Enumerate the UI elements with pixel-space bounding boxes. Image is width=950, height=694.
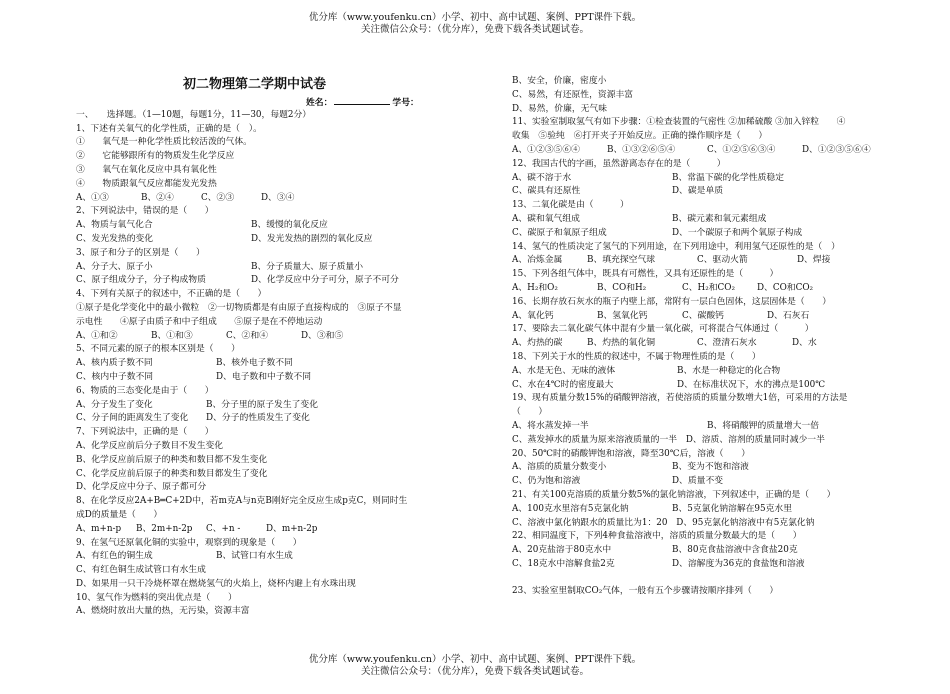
answer-option: A、水是无色、无味的液体 <box>512 365 616 376</box>
answer-option: B、碳元素和氧元素组成 <box>672 213 767 224</box>
question-line: ② 它能够跟所有的物质发生化学反应 <box>76 151 235 162</box>
answer-option: B、变为不饱和溶液 <box>672 462 749 473</box>
option-row <box>512 144 892 158</box>
answer-option: A、m+n-p <box>76 523 122 534</box>
answer-option: A、分子发生了变化 <box>76 399 153 410</box>
answer-option: C、发光发热的变化 <box>76 233 154 244</box>
option-row <box>512 379 892 393</box>
question-line: 1、下述有关氧气的化学性质，正确的是（ ）。 <box>76 123 262 134</box>
answer-option: C、②③ <box>201 192 235 203</box>
answer-option: A、溶质的质量分数变小 <box>512 462 607 473</box>
section-heading: 一、 选择题。（1—10题，每题1分，11—30，每题2分） <box>76 109 312 120</box>
footer-line-1: 优分库（www.youfenku.cn）小学、初中、高中试题、案例、PPT课件下载。 <box>308 654 642 665</box>
option-row <box>512 558 892 572</box>
answer-option: D、化学反应中分子可分，原子不可分 <box>251 275 399 286</box>
answer-option: D、溶解度为36克的食盐饱和溶液 <box>672 558 805 569</box>
answer-option: B、氢氧化钙 <box>597 310 648 321</box>
answer-option: C、水在4℃时的密度最大 <box>512 379 614 390</box>
answer-option: A、冶炼金属 <box>512 255 563 266</box>
question-line: 21、有关100克溶质的质量分数5%的氯化钠溶液，下列叙述中，正确的是（ ） <box>512 489 836 500</box>
option-row <box>76 550 496 564</box>
option-row <box>76 357 496 371</box>
question-line: 17、要除去二氧化碳气体中混有少量一氧化碳，可将混合气体通过（ ） <box>512 324 814 335</box>
answer-option: C、驱动火箭 <box>697 255 748 266</box>
option-row <box>76 219 496 233</box>
option-row <box>76 412 496 426</box>
question-line: D、易然，价廉，无气味 <box>512 103 608 114</box>
answer-option: B、分子质量大、原子质量小 <box>251 261 364 272</box>
question-line: 成D的质量是（ ） <box>76 509 163 520</box>
question-line: C、化学反应前后原子的种类和数目都发生了变化 <box>76 468 268 479</box>
right-question-list <box>512 75 892 599</box>
answer-option: A、碳不溶于水 <box>512 172 572 183</box>
question-line: ① 氧气是一种化学性质比较活泼的气体。 <box>76 137 252 148</box>
question-line: 19、现有质量分数15%的硝酸钾溶液，若使溶质的质量分数增大1倍，可采用的方法是 <box>512 393 848 404</box>
question-line: 15、下列各组气体中，既具有可燃性，又具有还原性的是（ ） <box>512 269 779 280</box>
answer-option: D、一个碳原子和两个氧原子构成 <box>672 227 803 238</box>
option-row <box>512 227 892 241</box>
answer-option: D、碳是单质 <box>672 186 724 197</box>
option-row <box>512 172 892 186</box>
option-row <box>512 365 892 379</box>
question-line: B、安全，价廉，密度小 <box>512 76 607 86</box>
answer-option: D、③④ <box>261 192 295 203</box>
question-line: D、化学反应中分子、原子都可分 <box>76 482 207 493</box>
answer-option: D、分子的性质发生了变化 <box>206 413 310 424</box>
option-row <box>76 330 496 344</box>
answer-option: A、H₂和O₂ <box>512 282 558 293</box>
answer-option: D、质量不变 <box>672 476 724 487</box>
question-line: 8、在化学反应2A+B═C+2D中，若m克A与n克B刚好完全反应生成p克C，则同时生 <box>76 496 408 507</box>
answer-option: A、有红色的铜生成 <box>76 551 153 562</box>
option-row <box>512 503 892 517</box>
answer-option: C、澄清石灰水 <box>697 338 757 349</box>
footer-banner <box>0 654 950 678</box>
answer-option: D、焊接 <box>797 255 831 266</box>
answer-option: B、试管口有水生成 <box>216 551 293 562</box>
answer-option: A、碳和氧气组成 <box>512 213 580 224</box>
question-line: 4、下列有关原子的叙述中，不正确的是（ ） <box>76 289 267 300</box>
option-row <box>512 461 892 475</box>
name-id-line <box>306 95 496 109</box>
answer-option: D、电子数和中子数不同 <box>216 371 312 382</box>
answer-option: B、①和③ <box>151 330 193 341</box>
answer-option: A、核内质子数不同 <box>76 358 153 369</box>
answer-option: B、①③②⑥⑤④ <box>607 144 676 155</box>
question-line: 12、我国古代的字画，虽然游离态存在的是（ ） <box>512 158 726 169</box>
question-line: 9、在氢气还原氧化铜的实验中，观察到的现象是（ ） <box>76 537 302 548</box>
answer-option: D、水 <box>792 338 817 349</box>
option-row <box>512 282 892 296</box>
question-line: C、易然，有还原性，资源丰富 <box>512 89 634 100</box>
answer-option: B、将硝酸钾的质量增大一倍 <box>707 420 820 431</box>
answer-option: C、原子组成分子，分子构成物质 <box>76 275 206 286</box>
question-line: （ ） <box>512 407 548 418</box>
answer-option: A、氧化钙 <box>512 310 554 321</box>
question-line: 18、下列关于水的性质的叙述中，不属于物理性质的是（ ） <box>512 351 761 362</box>
right-column <box>512 75 892 599</box>
answer-option: D、③和⑤ <box>301 330 344 341</box>
answer-option: C、分子间的距离发生了变化 <box>76 413 189 424</box>
answer-option: B、填充探空气球 <box>587 255 656 266</box>
question-line: 2、下列说法中，错误的是（ ） <box>76 206 214 217</box>
option-row <box>76 399 496 413</box>
answer-option: B、分子里的原子发生了变化 <box>206 399 319 410</box>
left-question-list <box>76 123 496 620</box>
answer-option: D、在标准状况下，水的沸点是100℃ <box>677 379 826 390</box>
question-line: 10、氢气作为燃料的突出优点是（ ） <box>76 592 237 603</box>
answer-option: D、CO和CO₂ <box>757 282 814 293</box>
header-banner <box>0 12 950 36</box>
answer-option: C、碳具有还原性 <box>512 186 581 197</box>
answer-option: A、分子大、原子小 <box>76 261 153 272</box>
exam-title: 初二物理第二学期中试卷 <box>183 77 327 92</box>
answer-option: B、②④ <box>141 192 174 203</box>
answer-option: A、将水蒸发掉一半 <box>512 420 589 431</box>
question-line: A、化学反应前后分子数目不发生变化 <box>76 440 224 451</box>
question-line: 13、二氧化碳是由（ ） <box>512 200 629 211</box>
question-line: C、有红色铜生成试管口有水生成 <box>76 565 206 576</box>
id-label: 学号： <box>392 98 419 108</box>
question-line: 7、下列说法中，正确的是（ ） <box>76 427 214 438</box>
question-line: C、溶液中氯化钠跟水的质量比为1：20 D、95克氯化钠溶液中有5克氯化钠 <box>512 517 815 528</box>
question-line: 14、氢气的性质决定了氢气的下列用途，在下列用途中，利用氢气还原性的是（ ） <box>512 241 840 252</box>
question-line: 6、物质的三态变化是由于（ ） <box>76 385 214 396</box>
answer-option: B、CO和H₂ <box>597 282 647 293</box>
question-line: A、燃烧时放出大量的热，无污染，资源丰富 <box>76 606 250 617</box>
question-line: 23、实验室里制取CO₂气体，一般有五个步骤请按顺序排列（ ） <box>512 586 779 597</box>
question-line: 16、长期存放石灰水的瓶子内壁上部，常附有一层白色固体，这层固体是（ ） <box>512 296 832 307</box>
answer-option: B、2m+n-2p <box>136 523 193 534</box>
question-line: ③ 氧气在氧化反应中具有氧化性 <box>76 164 217 175</box>
question-line: 3、原子和分子的区别是（ ） <box>76 247 205 258</box>
answer-option: D、石灰石 <box>767 310 810 321</box>
answer-option: A、物质与氧气化合 <box>76 220 153 231</box>
answer-option: A、灼热的碳 <box>512 338 563 349</box>
option-row <box>512 254 892 268</box>
answer-option: C、18克水中溶解食盐2克 <box>512 558 615 569</box>
blank-line <box>512 572 892 586</box>
answer-option: C、①②⑤⑥③④ <box>707 144 776 155</box>
option-row <box>512 310 892 324</box>
question-line: C、蒸发掉水的质量为原来溶液质量的一半 D、溶质、溶剂的质量同时减少一半 <box>512 434 825 445</box>
answer-option: D、m+n-2p <box>266 523 318 534</box>
answer-option: C、H₂和CO₂ <box>682 282 735 293</box>
question-line: ①原子是化学变化中的最小微粒 ②一切物质都是有由原子直接构成的 ③原子不显 <box>76 302 402 313</box>
answer-option: A、①③ <box>76 192 109 203</box>
option-row <box>512 185 892 199</box>
answer-option: B、水是一种稳定的化合物 <box>677 365 781 376</box>
option-row <box>512 420 892 434</box>
option-row <box>512 475 892 489</box>
question-line: 22、相同温度下，下列4种食盐溶液中，溶质的质量分数最大的是（ ） <box>512 531 802 542</box>
answer-option: C、仍为饱和溶液 <box>512 476 581 487</box>
answer-option: D、①②③⑤⑥④ <box>802 144 871 155</box>
option-row <box>76 261 496 275</box>
left-column <box>76 75 496 619</box>
answer-option: A、①和② <box>76 330 118 341</box>
option-row <box>512 213 892 227</box>
answer-option: B、5克氯化钠溶解在95克水里 <box>672 503 793 514</box>
answer-option: C、+n - <box>206 523 241 534</box>
answer-option: B、常温下碳的化学性质稳定 <box>672 172 785 183</box>
question-line: 11、实验室制取氢气有如下步骤：①检查装置的气密性 ②加稀硫酸 ③加入锌粒 ④ <box>512 117 846 128</box>
answer-option: C、②和④ <box>226 330 268 341</box>
option-row <box>512 544 892 558</box>
answer-option: A、①②③⑤⑥④ <box>512 144 580 155</box>
answer-option: B、80克食盐溶液中含食盐20克 <box>672 545 798 556</box>
answer-option: C、核内中子数不同 <box>76 371 154 382</box>
name-label: 姓名： <box>306 98 333 108</box>
question-line: 5、不同元素的原子的根本区别是（ ） <box>76 344 240 355</box>
question-line: 收集 ⑤验纯 ⑥打开夹子开始反应。正确的操作顺序是（ ） <box>512 131 768 142</box>
footer-line-2: 关注微信公众号：（优分库），免费下载各类试题试卷。 <box>360 666 589 677</box>
question-line: 20、50℃时的硝酸钾饱和溶液，降至30℃后，溶液（ ） <box>512 448 750 459</box>
answer-option: A、100克水里溶有5克氯化钠 <box>512 503 629 514</box>
answer-option: C、碳原子和氧原子组成 <box>512 227 607 238</box>
option-row <box>76 371 496 385</box>
option-row <box>76 523 496 537</box>
option-row <box>76 233 496 247</box>
answer-option: B、灼热的氧化铜 <box>587 338 656 349</box>
question-line: 示电性 ④原子由质子和中子组成 ⑤原子是在不停地运动 <box>76 316 323 327</box>
name-blank[interactable] <box>334 95 390 105</box>
answer-option: C、碳酸钙 <box>682 310 724 321</box>
answer-option: B、核外电子数不同 <box>216 358 293 369</box>
answer-option: A、20克盐溶于80克水中 <box>512 545 612 556</box>
option-row <box>76 192 496 206</box>
banner-line-1: 优分库（www.youfenku.cn）小学、初中、高中试题、案例、PPT课件下载。 <box>308 12 642 23</box>
answer-option: B、缓慢的氧化反应 <box>251 220 328 231</box>
question-line: D、如果用一只干冷烧杯罩在燃烧氢气的火焰上，烧杯内避上有水珠出现 <box>76 578 356 589</box>
option-row <box>76 274 496 288</box>
question-line: B、化学反应前后原子的种类和数目都不发生变化 <box>76 454 268 465</box>
answer-option: D、发光发热的剧烈的氧化反应 <box>251 233 373 244</box>
option-row <box>512 337 892 351</box>
question-line: ④ 物质跟氧气反应都能发光发热 <box>76 178 217 189</box>
banner-line-2: 关注微信公众号：（优分库），免费下载各类试题试卷。 <box>360 24 589 35</box>
